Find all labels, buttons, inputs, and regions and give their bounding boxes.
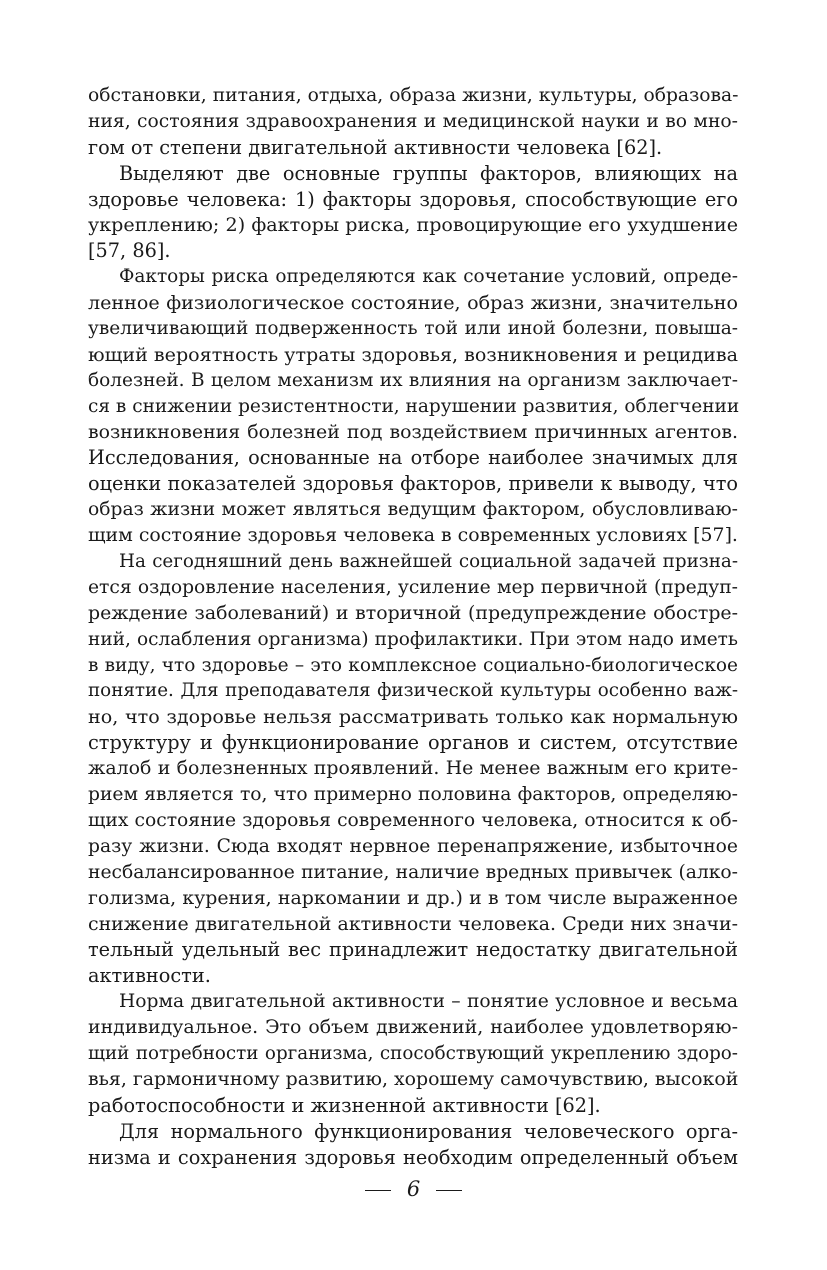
text-line: в виду, что здоровье – это комплексное социально-биологическое: [88, 654, 738, 676]
text-line: тельный удельный вес принадлежит недостатку двигательной: [88, 938, 738, 962]
text-line: активности.: [88, 964, 211, 988]
text-line: разу жизни. Сюда входят нервное перенапряжение, избыточное: [88, 835, 738, 857]
text-line: обстановки, питания, отдыха, образа жизни, культуры, образова-: [88, 85, 739, 106]
paragraph: [88, 989, 738, 1118]
text-line: Норма двигательной активности – понятие условное и весьма: [119, 991, 738, 1013]
page-body: [88, 83, 738, 1170]
text-line: ся в снижении резистентности, нарушении развития, облегчении: [88, 395, 740, 417]
text-line: индивидуальное. Это объем движений, наиболее удовлетворяю-: [88, 1016, 738, 1039]
text-line: ющий вероятность утраты здоровья, возникновения и рецидива: [88, 342, 738, 366]
text-line: рием является то, что примерно половина факторов, определяю-: [88, 784, 738, 806]
text-line: образ жизни может являться ведущим фактором, обусловливаю-: [88, 499, 738, 521]
paragraph: [88, 161, 738, 265]
text-line: ний, ослабления организма) профилактики. При этом надо иметь: [88, 628, 738, 650]
text-line: Исследования, основанные на отборе наиболее значимых для: [88, 446, 738, 470]
text-line: увеличивающий подверженность той или иной болезни, повыша-: [88, 318, 738, 340]
text-line: ния, состояния здравоохранения и медицинской науки и во мно-: [88, 110, 738, 132]
text-line: понятие. Для преподавателя физической культуры особенно важ-: [88, 680, 738, 702]
text-line: болезней. В целом механизм их влияния на организм заключает-: [88, 369, 738, 391]
text-line: голизма, курения, наркомании и др.) и в том числе выраженное: [88, 886, 738, 909]
page-footer: [0, 1177, 827, 1201]
text-line: щих состояние здоровья современного человека, относится к об-: [88, 809, 738, 831]
text-line: несбалансированное питание, наличие вредных привычек (алко-: [88, 861, 738, 883]
text-line: но, что здоровье нельзя рассматривать только как нормальную: [88, 705, 738, 729]
text-line: реждение заболеваний) и вторичной (предупреждение обостре-: [88, 601, 738, 624]
text-line: Для нормального функционирования человеческого орга-: [119, 1119, 738, 1143]
text-line: [57, 86].: [88, 239, 171, 263]
paragraph: [88, 1119, 738, 1171]
text-line: Факторы риска определяются как сочетание условий, опреде-: [119, 266, 738, 288]
text-line: ленное физиологическое состояние, образ жизни, значительно: [88, 291, 738, 315]
text-line: укреплению; 2) факторы риска, провоцирующие его ухудшение: [88, 213, 738, 237]
text-line: структуру и функционирование органов и систем, отсутствие: [88, 731, 738, 755]
text-line: щий потребности организма, способствующий укреплению здоро-: [88, 1042, 738, 1064]
paragraph: [88, 83, 738, 161]
text-line: снижение двигательной активности человека. Среди них значи-: [88, 912, 738, 935]
text-line: щим состояние здоровья человека в современных условиях [57].: [88, 524, 738, 547]
paragraph: [88, 264, 738, 549]
text-line: работоспособности и жизненной активности [62].: [88, 1093, 601, 1117]
text-line: гом от степени двигательной активности человека [62].: [88, 135, 663, 159]
paragraph: [88, 549, 738, 989]
page-number: 6: [406, 1177, 421, 1201]
text-line: ется оздоровление населения, усиление мер первичной (предуп-: [88, 576, 738, 598]
text-line: На сегодняшний день важнейшей социальной задачей призна-: [119, 551, 738, 573]
text-line: Выделяют две основные группы факторов, влияющих на: [119, 161, 738, 185]
text-line: жалоб и болезненных проявлений. Не менее важным его крите-: [88, 757, 738, 780]
footer-dash-left: [365, 1190, 391, 1191]
text-line: возникновения болезней под воздействием причинных агентов.: [88, 420, 738, 443]
text-line: здоровье человека: 1) факторы здоровья, способствующие его: [88, 187, 738, 211]
text-line: вья, гармоничному развитию, хорошему самочувствию, высокой: [88, 1067, 739, 1090]
text-line: низма и сохранения здоровья необходим определенный объем: [88, 1145, 738, 1169]
footer-dash-right: [436, 1190, 462, 1191]
text-line: оценки показателей здоровья факторов, привели к выводу, что: [88, 472, 738, 496]
